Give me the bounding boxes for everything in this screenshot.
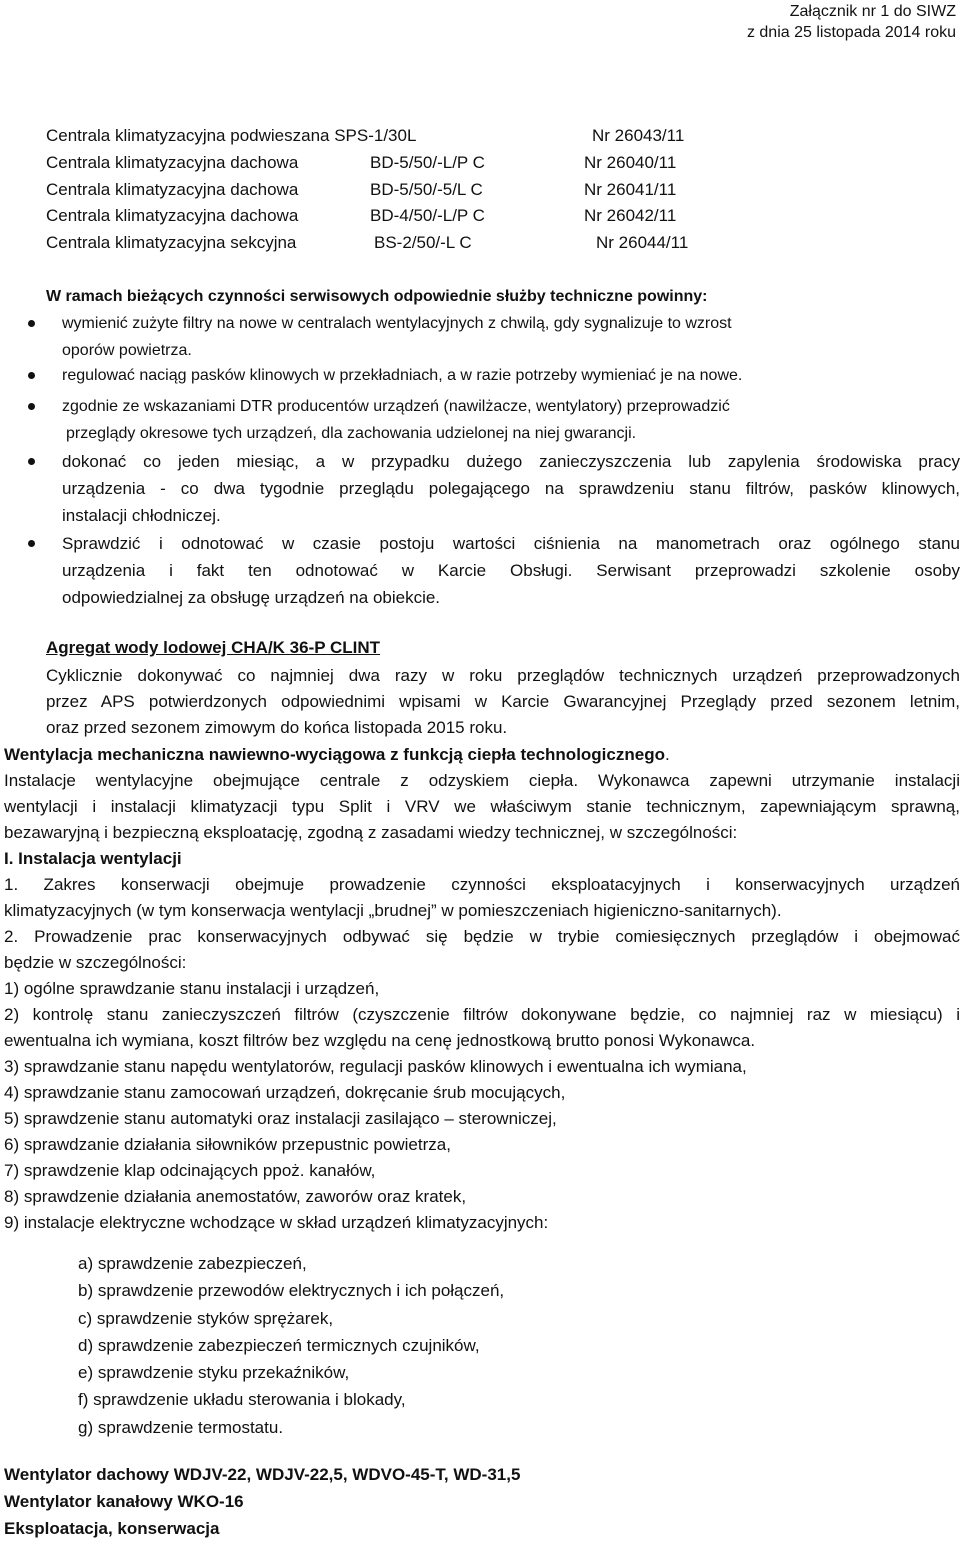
bullet-line: regulować naciąg pasków klinowych w przekładniach, a w razie potrzeby wymieniać je na nowe. bbox=[62, 367, 743, 384]
list-item: 9) instalacje elektryczne wchodzące w skład urządzeń klimatyzacyjnych: bbox=[4, 1213, 549, 1232]
text-line: oraz przed sezonem zimowym do końca listopada 2015 roku. bbox=[46, 718, 508, 737]
section-heading: I. Instalacja wentylacji bbox=[4, 849, 182, 868]
list-item: 2. Prowadzenie prac konserwacyjnych odbywać się będzie w trybie comiesięcznych przeglądów i obejmować bbox=[4, 927, 960, 946]
bullet-item bbox=[62, 310, 960, 364]
bullet-line: Sprawdzić i odnotować w czasie postoju wartości ciśnienia na manometrach oraz ogólnego stanu bbox=[62, 534, 960, 553]
text-line: Cyklicznie dokonywać co najmniej dwa razy w roku przeglądów technicznych urządzeń przeprowadzonych bbox=[46, 666, 960, 685]
bullet-line: odpowiedzialnej za obsługę urządzeń na obiekcie. bbox=[62, 588, 441, 607]
header-attachment: Załącznik nr 1 do SIWZ bbox=[789, 3, 956, 20]
wentylacja-section bbox=[4, 742, 960, 1236]
unit-number: Nr 26040/11 bbox=[584, 153, 677, 172]
header-date: z dnia 25 listopada 2014 roku bbox=[746, 24, 956, 41]
unit-number: Nr 26042/11 bbox=[584, 206, 677, 225]
bullet-item bbox=[62, 530, 960, 611]
list-item: 1. Zakres konserwacji obejmuje prowadzenie czynności eksploatacyjnych i konserwacyjnych urządzeń bbox=[4, 875, 960, 894]
list-item: 8) sprawdzenie działania anemostatów, zaworów oraz kratek, bbox=[4, 1187, 467, 1206]
bullet-line: przeglądy okresowe tych urządzeń, dla zachowania udzielonej na niej gwarancji. bbox=[66, 425, 637, 442]
unit-model: BS-2/50/-L C bbox=[374, 233, 472, 252]
text-line: bezawaryjną i bezpieczną eksploatację, zgodną z zasadami wiedzy technicznej, w szczególności: bbox=[4, 823, 738, 842]
bullet-dot bbox=[28, 540, 35, 547]
agregat-title: Agregat wody lodowej CHA/K 36-P CLINT bbox=[46, 638, 381, 657]
bullet-item bbox=[62, 362, 960, 389]
list-item: 3) sprawdzanie stanu napędu wentylatorów, regulacji pasków klinowych i ewentualna ich wymiana, bbox=[4, 1057, 747, 1076]
wentylacja-heading bbox=[4, 742, 960, 768]
list-subitem: b) sprawdzenie przewodów elektrycznych i ich połączeń, bbox=[78, 1281, 505, 1301]
list-subitem: a) sprawdzenie zabezpieczeń, bbox=[78, 1254, 307, 1273]
bullet-dot bbox=[28, 372, 35, 379]
wentylacja-title-end: . bbox=[664, 745, 670, 764]
bullet-line: urządzenia i fakt ten odnotować w Karcie Obsługi. Serwisant przeprowadzi szkolenie osoby bbox=[62, 561, 960, 580]
unit-name: Centrala klimatyzacyjna podwieszana SPS-1/30L bbox=[46, 126, 417, 145]
list-item: 4) sprawdzanie stanu zamocowań urządzeń, dokręcanie śrub mocujących, bbox=[4, 1083, 566, 1102]
unit-model: BD-5/50/-5/L C bbox=[370, 180, 483, 199]
bullet-line: instalacji chłodniczej. bbox=[62, 506, 221, 525]
text-line: Instalacje wentylacyjne obejmujące centrale z odzyskiem ciepła. Wykonawca zapewni utrzymanie instalacji bbox=[4, 771, 960, 790]
unit-name: Centrala klimatyzacyjna dachowa bbox=[46, 153, 299, 172]
list-item: 1) ogólne sprawdzanie stanu instalacji i urządzeń, bbox=[4, 979, 380, 998]
bullet-line: dokonać co jeden miesiąc, a w przypadku dużego zanieczyszczenia lub zapylenia środowiska pracy bbox=[62, 452, 960, 471]
bullet-dot bbox=[28, 320, 35, 327]
bullet-line: oporów powietrza. bbox=[62, 342, 192, 359]
list-item: 7) sprawdzenie klap odcinających ppoż. kanałów, bbox=[4, 1161, 376, 1180]
unit-number: Nr 26044/11 bbox=[596, 233, 689, 252]
bullet-line: wymienić zużyte filtry na nowe w centralach wentylacyjnych z chwilą, gdy sygnalizuje to wzrost bbox=[62, 315, 732, 332]
list-subitem: g) sprawdzenie termostatu. bbox=[78, 1417, 284, 1437]
unit-number: Nr 26043/11 bbox=[592, 126, 685, 145]
unit-model: BD-5/50/-L/P C bbox=[370, 153, 485, 172]
bullet-dot bbox=[28, 403, 35, 410]
list-item: będzie w szczególności: bbox=[4, 953, 187, 972]
list-subitem: c) sprawdzenie styków sprężarek, bbox=[78, 1308, 334, 1328]
fan-heading: Eksploatacja, konserwacja bbox=[4, 1519, 220, 1538]
fan-heading: Wentylator dachowy WDJV-22, WDJV-22,5, WDVO-45-T, WD-31,5 bbox=[4, 1465, 521, 1484]
subitem-list bbox=[78, 1250, 504, 1441]
bullet-item bbox=[62, 448, 960, 529]
fan-heading: Wentylator kanałowy WKO-16 bbox=[4, 1492, 244, 1511]
unit-number: Nr 26041/11 bbox=[584, 180, 677, 199]
list-subitem: f) sprawdzenie układu sterowania i blokady, bbox=[78, 1390, 406, 1410]
list-item: ewentualna ich wymiana, koszt filtrów bez względu na cenę jednostkową brutto ponosi Wykonawca. bbox=[4, 1031, 756, 1050]
unit-name: Centrala klimatyzacyjna dachowa bbox=[46, 206, 299, 225]
list-item: klimatyzacyjnych (w tym konserwacja wentylacji „brudnej” w pomieszczeniach higieniczno-sanitarnych). bbox=[4, 901, 782, 920]
list-subitem: d) sprawdzenie zabezpieczeń termicznych czujników, bbox=[78, 1335, 480, 1355]
unit-model: BD-4/50/-L/P C bbox=[370, 206, 485, 225]
agregat-paragraph bbox=[46, 663, 960, 741]
list-subitem: e) sprawdzenie styku przekaźników, bbox=[78, 1363, 350, 1383]
text-line: przez APS potwierdzonych odpowiednimi wpisami w Karcie Gwarancyjnej Przeglądy przed sezonem letnim, bbox=[46, 692, 960, 711]
service-title: W ramach bieżących czynności serwisowych odpowiednie służby techniczne powinny: bbox=[46, 288, 708, 305]
list-item: 5) sprawdzenie stanu automatyki oraz instalacji zasilająco – sterowniczej, bbox=[4, 1109, 557, 1128]
bullet-line: urządzenia - co dwa tygodnie przeglądu polegającego na sprawdzeniu stanu filtrów, pasków klinowych, bbox=[62, 479, 960, 498]
text-line: wentylacji i instalacji klimatyzacji typu Split i VRV we właściwym stanie technicznym, zapewniającym sprawną, bbox=[4, 797, 960, 816]
bullet-dot bbox=[28, 458, 35, 465]
wentylacja-title: Wentylacja mechaniczna nawiewno-wyciągowa z funkcją ciepła technologicznego bbox=[4, 745, 665, 764]
bullet-line: zgodnie ze wskazaniami DTR producentów urządzeń (nawilżacze, wentylatory) przeprowadzić bbox=[62, 398, 730, 415]
list-item: 2) kontrolę stanu zanieczyszczeń filtrów (czyszczenie filtrów dokonywane będzie, co najmniej raz w miesiącu) i bbox=[4, 1005, 960, 1024]
unit-name: Centrala klimatyzacyjna dachowa bbox=[46, 180, 299, 199]
list-item: 6) sprawdzanie działania siłowników przepustnic powietrza, bbox=[4, 1135, 451, 1154]
unit-name: Centrala klimatyzacyjna sekcyjna bbox=[46, 233, 297, 252]
bullet-item bbox=[62, 393, 960, 447]
